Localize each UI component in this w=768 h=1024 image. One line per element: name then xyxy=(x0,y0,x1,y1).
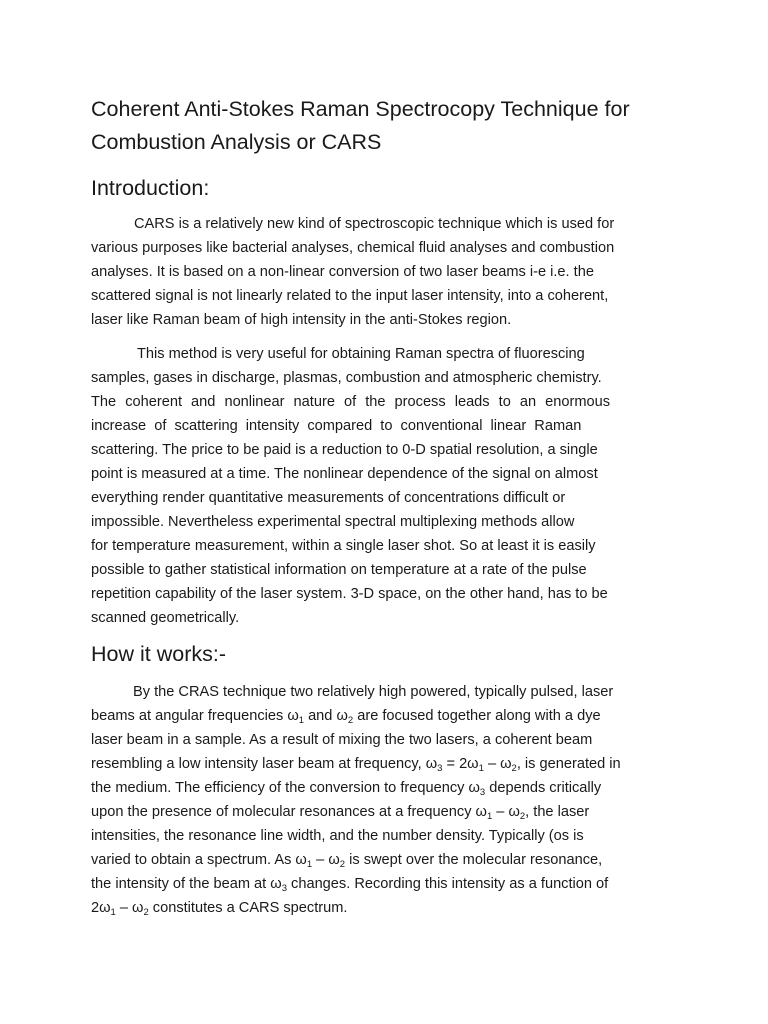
text-line: varied to obtain a spectrum. As $\omega_1 - \omega_2$ is swept over the molecular resonance, xyxy=(91,852,603,870)
text-line: This method is very useful for obtaining Raman spectra of fluorescing xyxy=(137,346,585,362)
text-line: The coherent and nonlinear nature of the process leads to an enormous xyxy=(91,394,611,410)
text-line: CARS is a relatively new kind of spectroscopic technique which is used for xyxy=(134,216,615,232)
document-title xyxy=(91,93,731,159)
text-line: resembling a low intensity laser beam at frequency, $\omega_3 = 2\omega_1 - \omega_2$, is generated in xyxy=(91,756,621,774)
text-line: scattered signal is not linearly related to the input laser intensity, into a coherent, xyxy=(91,288,609,304)
text-line: $2\omega_1 - \omega_2$ constitutes a CARS spectrum. xyxy=(91,900,348,918)
text-line: analyses. It is based on a non-linear conversion of two laser beams i-e i.e. the xyxy=(91,264,594,280)
title-line: Coherent Anti-Stokes Raman Spectrocopy Technique for xyxy=(91,97,630,121)
text-line: various purposes like bacterial analyses, chemical fluid analyses and combustion xyxy=(91,240,615,256)
text-line: point is measured at a time. The nonlinear dependence of the signal on almost xyxy=(91,466,598,482)
text-line: for temperature measurement, within a single laser shot. So at least it is easily xyxy=(91,538,596,554)
text-line: increase of scattering intensity compared to conventional linear Raman xyxy=(91,418,582,434)
text-line: the medium. The efficiency of the conversion to frequency $\omega_3$ depends critically xyxy=(91,780,602,798)
text-line: upon the presence of molecular resonances at a frequency $\omega_1 - \omega_2$, the laser xyxy=(91,804,590,822)
text-line: scanned geometrically. xyxy=(91,610,240,626)
title-line: Combustion Analysis or CARS xyxy=(91,130,382,154)
text-line: scattering. The price to be paid is a reduction to 0-D spatial resolution, a single xyxy=(91,442,598,458)
intro-paragraph-2 xyxy=(91,342,691,630)
text-line: By the CRAS technique two relatively high powered, typically pulsed, laser xyxy=(133,684,614,700)
text-line: beams at angular frequencies $\omega_1$ and $\omega_2$ are focused together along with a dye xyxy=(91,708,601,726)
text-line: everything render quantitative measurements of concentrations difficult or xyxy=(91,490,566,506)
introduction-heading: Introduction: xyxy=(91,176,210,200)
text-line: samples, gases in discharge, plasmas, combustion and atmospheric chemistry. xyxy=(91,370,602,386)
how-it-works-paragraph xyxy=(91,680,691,920)
text-line: laser beam in a sample. As a result of mixing the two lasers, a coherent beam xyxy=(91,732,593,748)
text-line: laser like Raman beam of high intensity in the anti-Stokes region. xyxy=(91,312,512,328)
text-line: intensities, the resonance line width, and the number density. Typically (os is xyxy=(91,828,584,844)
text-line: the intensity of the beam at $\omega_3$ changes. Recording this intensity as a function of xyxy=(91,876,609,894)
text-line: possible to gather statistical information on temperature at a rate of the pulse xyxy=(91,562,587,578)
text-line: repetition capability of the laser system. 3-D space, on the other hand, has to be xyxy=(91,586,608,602)
how-it-works-heading: How it works:- xyxy=(91,642,226,666)
text-line: impossible. Nevertheless experimental spectral multiplexing methods allow xyxy=(91,514,575,530)
intro-paragraph-1 xyxy=(91,212,691,332)
